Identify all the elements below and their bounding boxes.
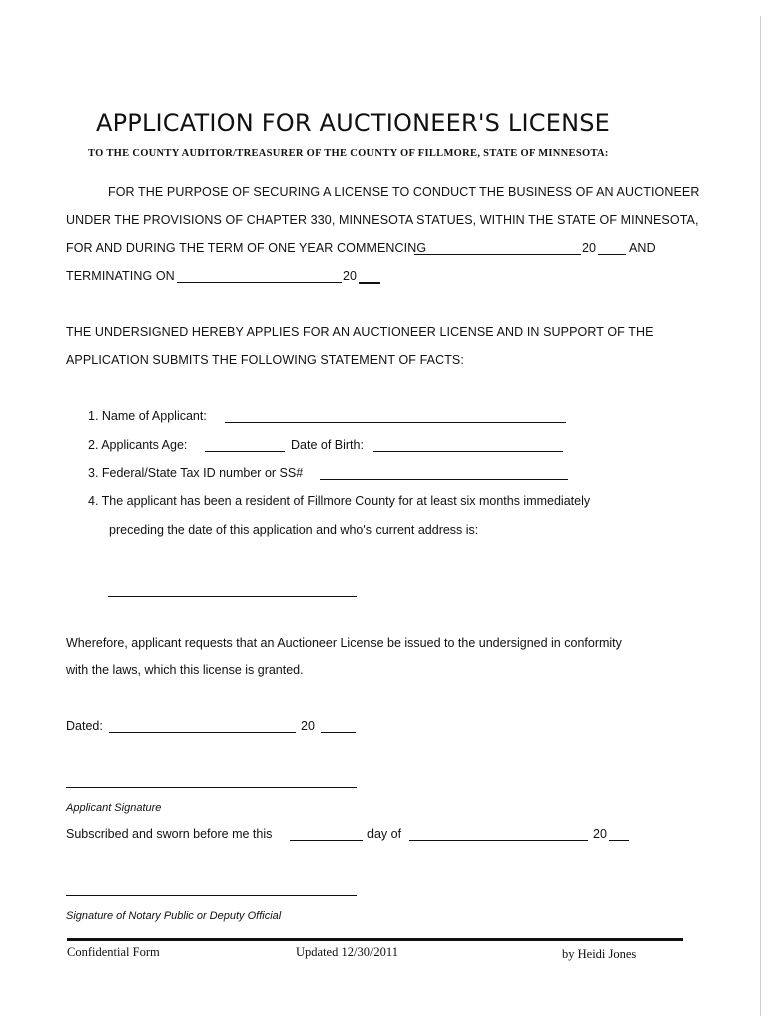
dated-label: Dated: [66, 719, 103, 733]
residence-line-1: 4. The applicant has been a resident of Fillmore County for at least six months immediately [88, 494, 591, 508]
current-address-field[interactable] [108, 596, 357, 597]
commencing-year-field[interactable] [598, 254, 626, 255]
dated-year-field[interactable] [321, 732, 356, 733]
sworn-day-field[interactable] [290, 840, 363, 841]
day-of-text: day of [367, 827, 402, 841]
footer-right: by Heidi Jones [562, 947, 637, 961]
commencing-date-field[interactable] [414, 254, 581, 255]
purpose-line-1: FOR THE PURPOSE OF SECURING A LICENSE TO CONDUCT THE BUSINESS OF AN AUCTIONEER [108, 185, 700, 199]
purpose-line-3: FOR AND DURING THE TERM OF ONE YEAR COMMENCING [66, 241, 427, 255]
applicant-signature-field[interactable] [66, 787, 357, 788]
sworn-prefix: Subscribed and sworn before me this [66, 827, 273, 841]
page-edge [760, 16, 761, 1016]
statement-line-1: THE UNDERSIGNED HEREBY APPLIES FOR AN AUCTIONEER LICENSE AND IN SUPPORT OF THE [66, 325, 654, 339]
notary-signature-label: Signature of Notary Public or Deputy Official [66, 910, 282, 922]
terminating-year-field[interactable] [359, 282, 380, 284]
terminating-date-field[interactable] [177, 282, 342, 283]
applicant-age-field[interactable] [205, 451, 285, 452]
footer-rule [67, 938, 683, 941]
age-label: 2. Applicants Age: [88, 438, 188, 452]
commencing-year-prefix: 20 [582, 241, 597, 255]
document-title: APPLICATION FOR AUCTIONEER'S LICENSE [96, 109, 611, 137]
wherefore-line-1: Wherefore, applicant requests that an Auctioneer License be issued to the undersigned in conformity [66, 636, 622, 650]
wherefore-line-2: with the laws, which this license is granted. [66, 663, 304, 677]
tax-id-label: 3. Federal/State Tax ID number or SS# [88, 466, 304, 480]
document-subtitle: TO THE COUNTY AUDITOR/TREASURER OF THE COUNTY OF FILLMORE, STATE OF MINNESOTA: [88, 148, 609, 159]
applicant-signature-label: Applicant Signature [66, 802, 162, 814]
sworn-year-prefix: 20 [593, 827, 607, 841]
residence-line-2: preceding the date of this application and who's current address is: [109, 523, 479, 537]
dated-year-prefix: 20 [301, 719, 315, 733]
sworn-year-field[interactable] [609, 840, 629, 841]
footer-left: Confidential Form [67, 945, 160, 959]
purpose-line-2: UNDER THE PROVISIONS OF CHAPTER 330, MINNESOTA STATUES, WITHIN THE STATE OF MINNESOTA, [66, 213, 699, 227]
name-label: 1. Name of Applicant: [88, 409, 207, 423]
dob-label: Date of Birth: [291, 438, 364, 452]
sworn-month-field[interactable] [409, 840, 588, 841]
tax-id-field[interactable] [320, 479, 568, 480]
purpose-line-4: TERMINATING ON [66, 269, 175, 283]
dated-field[interactable] [109, 732, 296, 733]
terminating-year-prefix: 20 [343, 269, 358, 283]
and-text: AND [629, 241, 656, 255]
footer-center: Updated 12/30/2011 [296, 945, 398, 959]
notary-signature-field[interactable] [66, 895, 357, 896]
statement-line-2: APPLICATION SUBMITS THE FOLLOWING STATEMENT OF FACTS: [66, 353, 464, 367]
applicant-name-field[interactable] [225, 422, 566, 423]
date-of-birth-field[interactable] [373, 451, 563, 452]
